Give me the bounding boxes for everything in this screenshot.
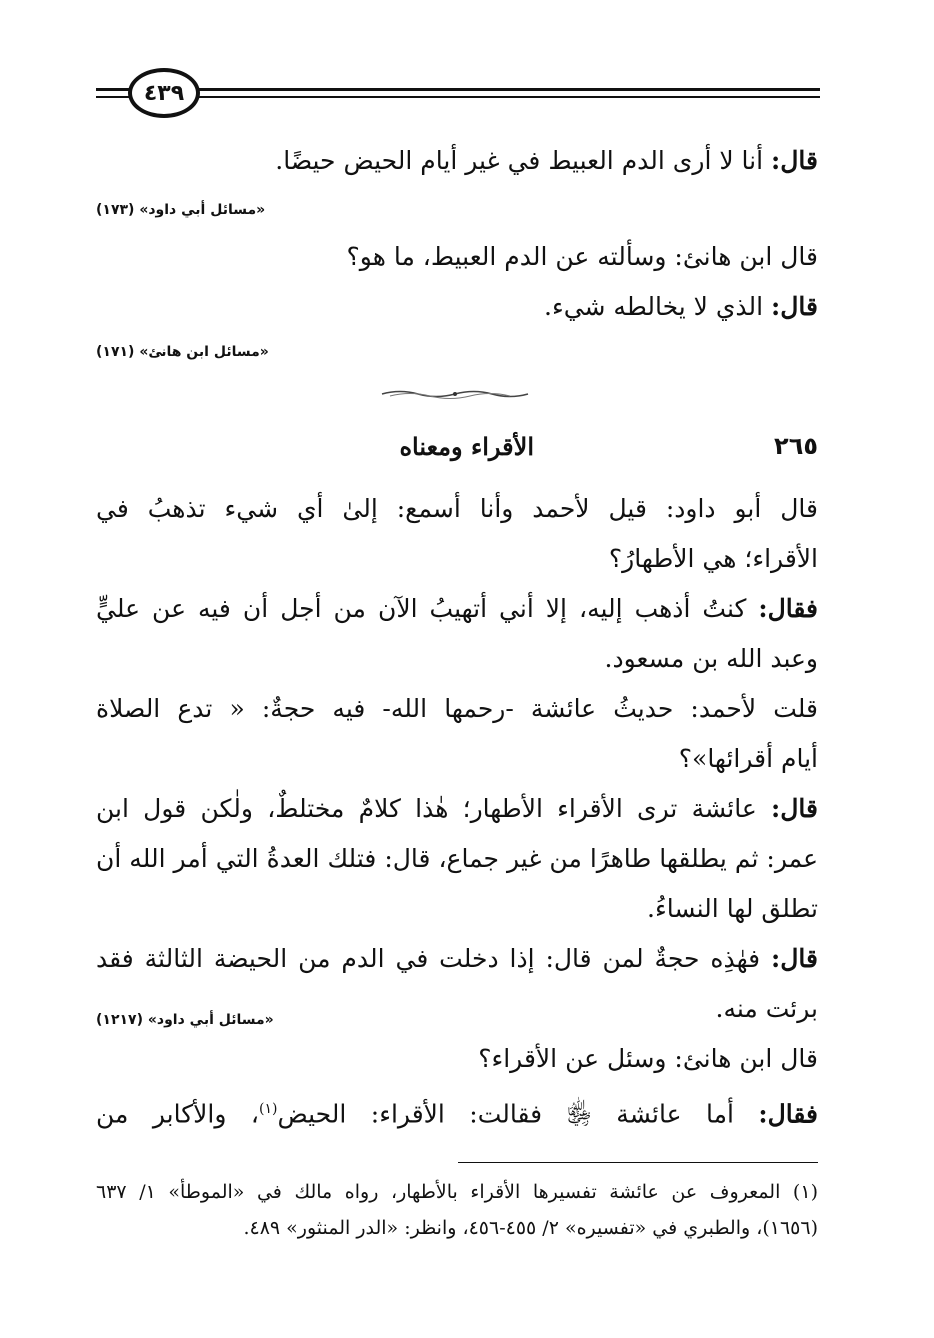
text-line: قال ابن هانئ: وسئل عن الأقراء؟ <box>478 1044 818 1073</box>
speaker-keyword: فقال: <box>758 1099 818 1129</box>
section-number: ٢٦٥ <box>774 432 818 460</box>
header-rule-top <box>96 88 820 91</box>
speaker-keyword: قال: <box>771 944 818 973</box>
text-block-1 <box>96 136 818 186</box>
line-text: عائشة ترى الأقراء الأطهار؛ هٰذا كلامٌ مختلطٌ، ولٰكن قول ابن <box>96 794 772 823</box>
text-line: قلت لأحمد: حديثُ عائشة -رحمها الله- فيه حجةٌ: « تدع الصلاة <box>96 694 818 723</box>
speaker-keyword: قال: <box>771 292 818 321</box>
line-text: ، والأكابر من <box>96 1099 259 1129</box>
footnotes <box>96 1174 818 1246</box>
speaker-keyword: قال: <box>771 794 818 823</box>
text-line: وعبد الله بن مسعود. <box>604 644 818 673</box>
footnote-separator <box>458 1162 818 1163</box>
text-line <box>96 282 818 332</box>
text-line <box>96 784 818 834</box>
text-line: تطلق لها النساءُ. <box>647 894 818 923</box>
text-line <box>96 1084 818 1139</box>
text-block-2 <box>96 232 818 332</box>
section-title: الأقراء ومعناه <box>399 432 534 461</box>
text-line <box>96 934 818 984</box>
line-text: كنتُ أذهب إليه، إلا أني أتهيبُ الآن من أجل أن فيه عن عليٍّ <box>96 594 759 623</box>
text-line: الأقراء؛ هي الأطهارُ؟ <box>608 544 818 573</box>
section-heading <box>96 432 818 472</box>
page-header <box>96 66 820 122</box>
source-citation: «مسائل أبي داود» (١٢١٧) <box>96 1012 274 1028</box>
page-number-badge: ٤٣٩ <box>128 68 200 118</box>
footnote-marker: (١) <box>258 1101 278 1117</box>
text-line: قال ابن هانئ: وسألته عن الدم العبيط، ما هو؟ <box>346 242 818 271</box>
text-line: برئت منه. <box>715 994 818 1023</box>
line-text: فهٰذِه حجةٌ لمن قال: إذا دخلت في الدم من الحيضة الثالثة فقد <box>96 944 772 973</box>
text-line <box>96 136 818 186</box>
source-citation: «مسائل ابن هانئ» (١٧١) <box>96 344 269 360</box>
line-text: الذي لا يخالطه شيء. <box>544 292 772 321</box>
text-line: قال أبو داود: قيل لأحمد وأنا أسمع: إلىٰ أي شيء تذهبُ في <box>96 494 818 523</box>
line-text: أنا لا أرى الدم العبيط في غير أيام الحيض حيضًا. <box>275 146 772 175</box>
source-citation: «مسائل أبي داود» (١٧٣) <box>96 202 266 218</box>
speaker-keyword: فقال: <box>758 594 818 623</box>
section-divider-ornament <box>380 388 530 400</box>
text-line <box>96 584 818 634</box>
text-block-3 <box>96 484 818 1139</box>
footnote-line: (١) المعروف عن عائشة تفسيرها الأقراء بالأطهار، رواه مالك في «الموطأ» ١/ ٦٣٧ <box>96 1181 818 1203</box>
speaker-keyword: قال: <box>771 146 818 175</box>
line-text: أما عائشة ﵂ فقالت: الأقراء: الحيض <box>277 1099 759 1129</box>
text-line: عمر: ثم يطلقها طاهرًا من غير جماع، قال: فتلك العدةُ التي أمر الله أن <box>96 844 818 873</box>
header-rule-bottom <box>96 96 820 98</box>
footnote-line: (١٦٥٦)، والطبري في «تفسيره» ٢/ ٤٥٥-٤٥٦، وانظر: «الدر المنثور» ٤٨٩. <box>243 1217 818 1239</box>
text-line: أيام أقرائها»؟ <box>678 744 818 773</box>
